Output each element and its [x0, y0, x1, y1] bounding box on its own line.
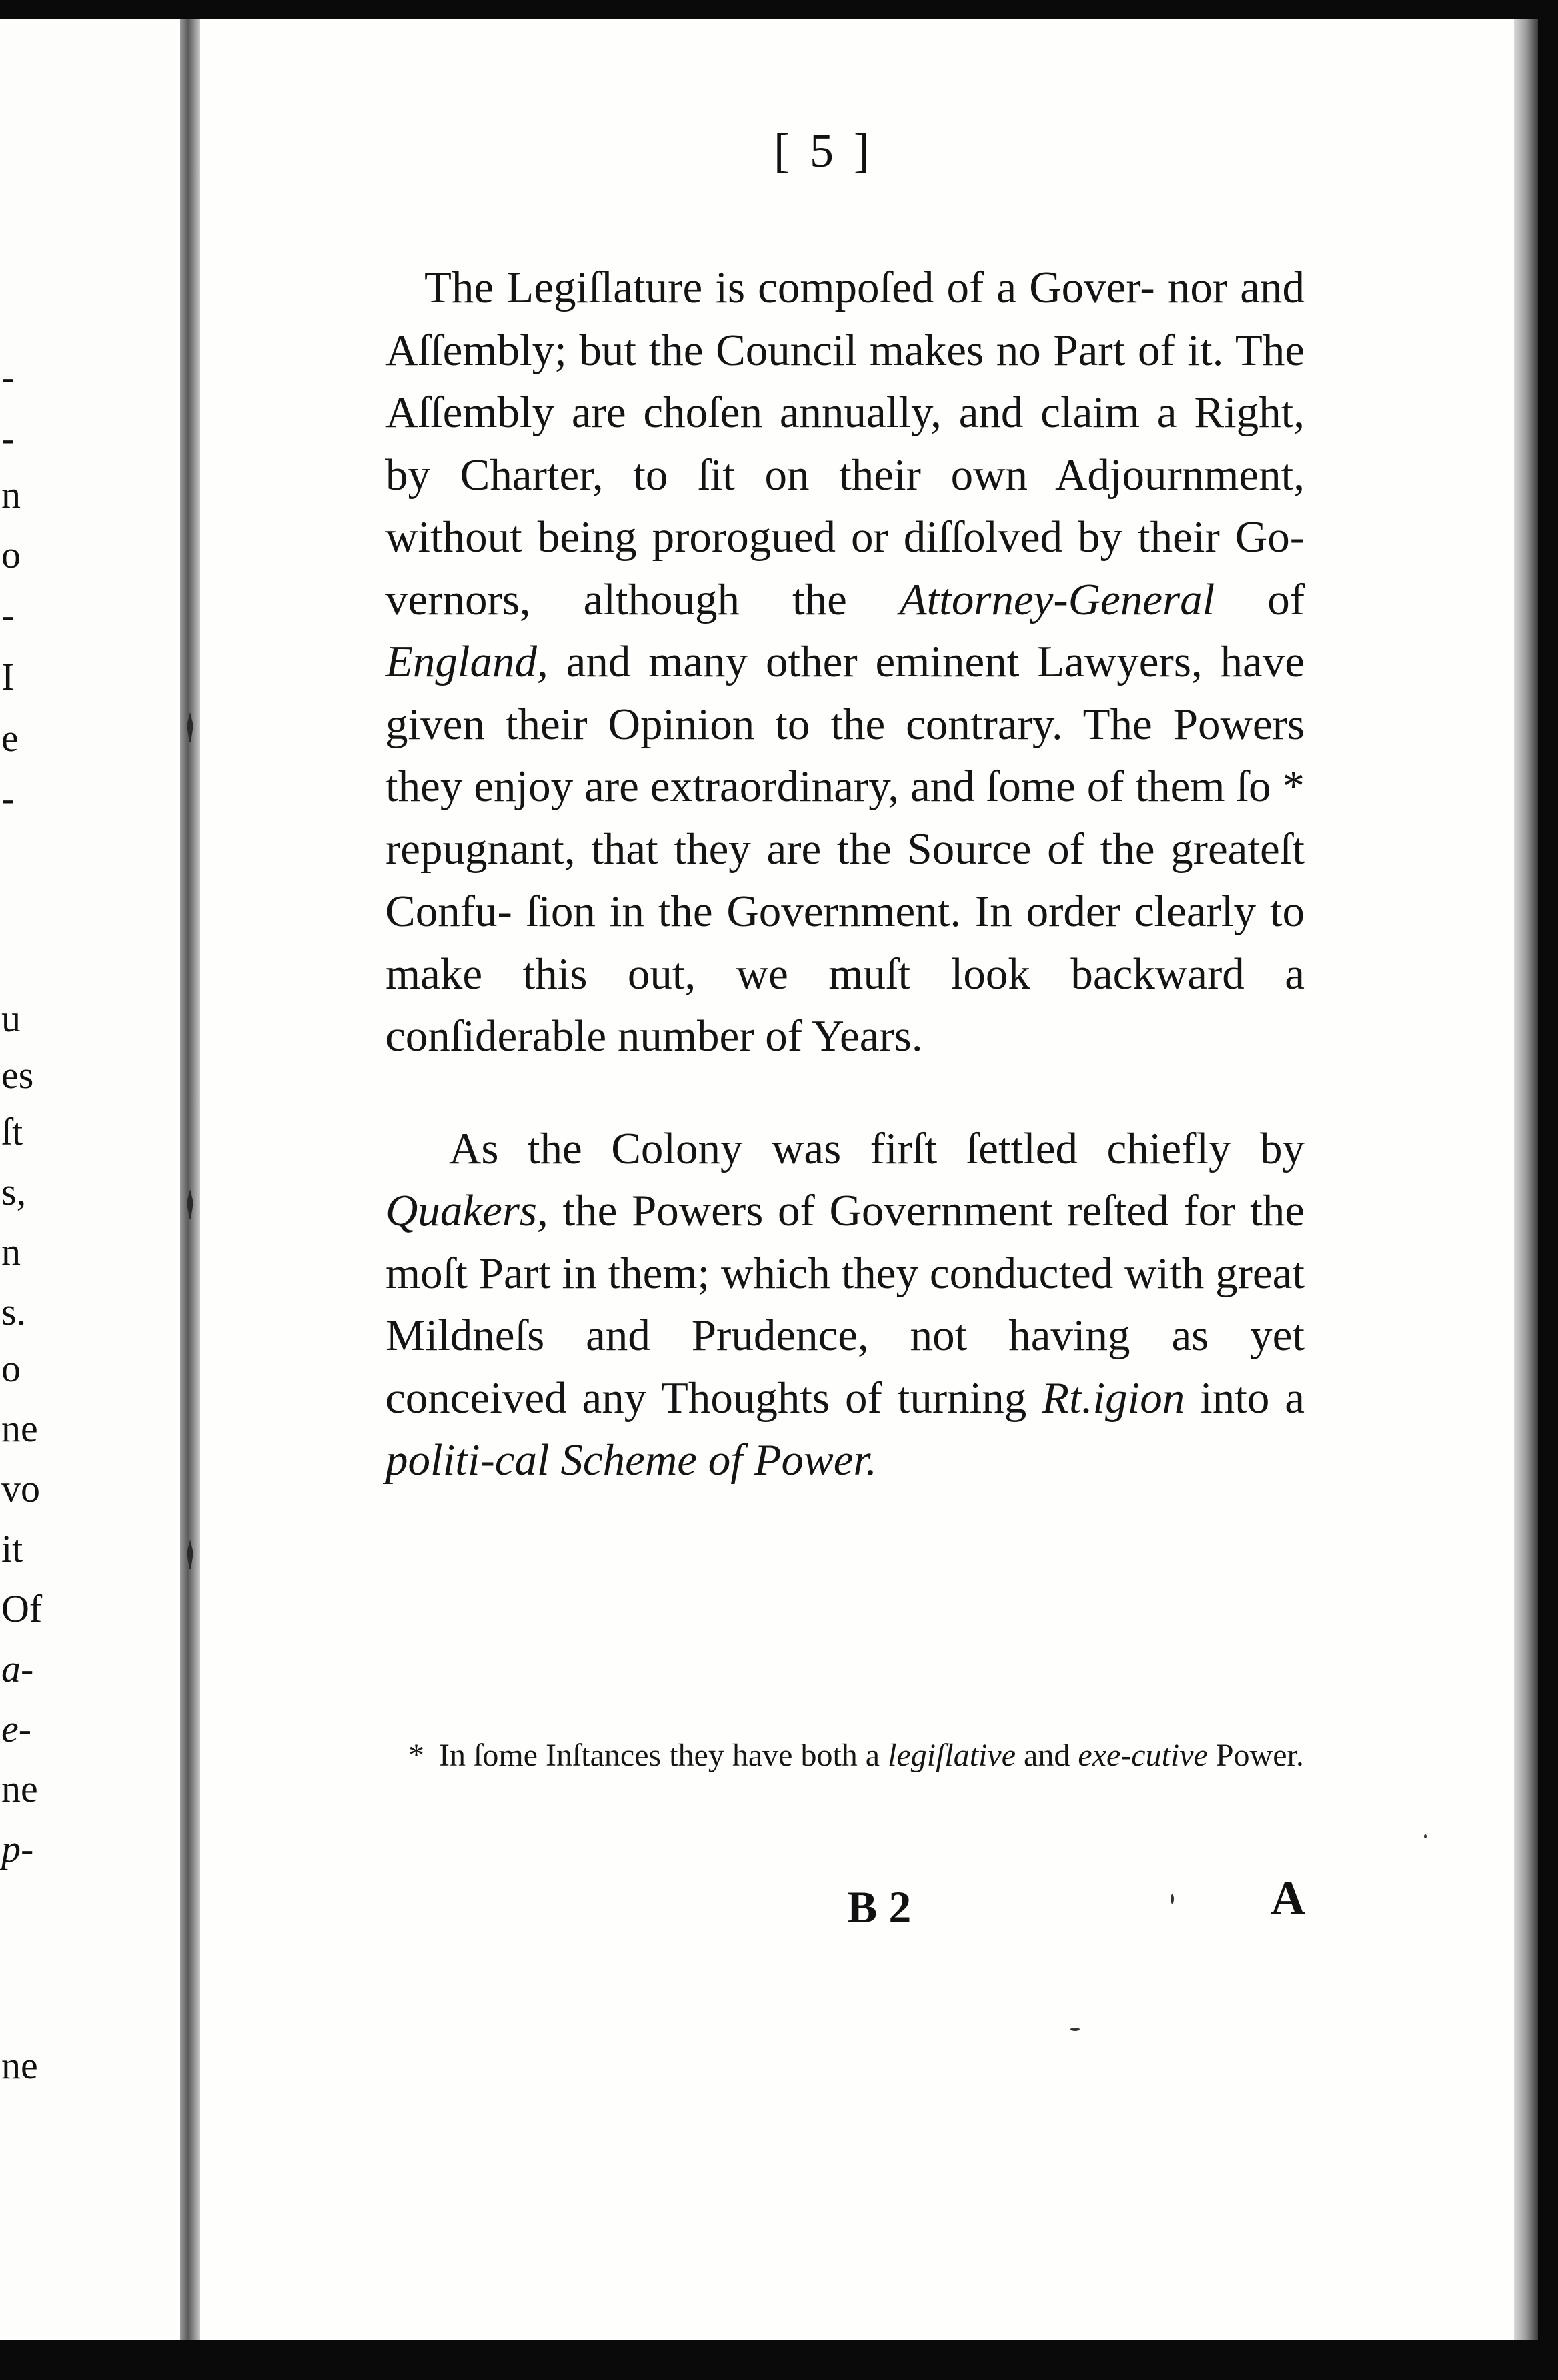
bleed-text: ne: [1, 2044, 38, 2087]
text-line: have given their Opinion to the contrary.: [385, 637, 1305, 749]
text-line: nor and Aſſembly; but the Council makes: [385, 263, 1305, 375]
italic-term: Attorney-General: [899, 574, 1215, 624]
bleed-text: Of: [1, 1587, 43, 1630]
bleed-text: n: [1, 473, 21, 516]
text-line: no Part of it. The Aſſembly are choſen: [385, 325, 1305, 437]
text-run: into a: [1200, 1373, 1305, 1423]
page-number: [ 5 ]: [774, 124, 874, 177]
bleed-text: es: [1, 1053, 34, 1097]
bleed-text: p-: [1, 1827, 34, 1870]
bleed-text: u: [1, 997, 21, 1040]
bleed-text: o: [1, 1347, 21, 1390]
text-run: As the Colony was firſt ſettled chiefly by: [449, 1123, 1305, 1173]
stitch-mark-icon: [181, 707, 199, 747]
bleed-text: o: [1, 533, 21, 576]
text-run: the Powers of Government reſted for the moſt Part in them; which they conducted with great Mildneſs and Prudence, not having as yet conceived any Thoughts of turning: [385, 1186, 1305, 1423]
footnote: [408, 1732, 1329, 1780]
bleed-text: s.: [1, 1290, 27, 1333]
italic-term: legiſlative: [888, 1738, 1016, 1773]
footnote-text: In ſome Inſtances they have both a: [439, 1738, 880, 1773]
bleed-text: a-: [1, 1647, 34, 1690]
bleed-text: e-: [1, 1707, 32, 1750]
ink-speck: [1171, 1894, 1174, 1904]
text-line: annually, and claim a Right, by Charter,: [385, 388, 1305, 500]
footnote-marker: *: [408, 1738, 424, 1773]
text-line: and ſome of them ſo * repugnant, that: [385, 762, 1305, 874]
italic-term: exe-cutive: [1078, 1738, 1208, 1773]
text-line: being prorogued or diſſolved by their Go-: [537, 512, 1305, 562]
text-line: they are the Source of the greateſt Confu-: [385, 824, 1305, 936]
italic-term: Rt.igion: [1042, 1373, 1185, 1423]
bleed-text: -: [1, 416, 15, 460]
text-line: of: [1267, 574, 1305, 624]
book-gutter: [180, 19, 200, 2340]
body-text: [385, 257, 1305, 1492]
catchword: A: [1271, 1872, 1305, 1925]
footnote-text: Power.: [1215, 1738, 1304, 1773]
italic-term: England,: [385, 637, 548, 686]
text-line: The Legiſlature is compoſed of a Gover-: [424, 263, 1155, 312]
bleed-text: -: [1, 355, 15, 398]
paragraph: [385, 257, 1305, 1068]
text-line: The Powers they enjoy are extraordinary,: [385, 699, 1305, 811]
bleed-text: -: [1, 593, 15, 636]
ink-speck: [1424, 1834, 1427, 1838]
bleed-text: ne: [1, 1767, 38, 1810]
bleed-text: I: [1, 655, 15, 698]
italic-term: Quakers,: [385, 1186, 548, 1235]
bleed-text: ſt: [1, 1110, 23, 1153]
stitch-mark-icon: [181, 1534, 199, 1574]
bleed-text: it: [1, 1527, 23, 1570]
ink-speck: [1070, 2028, 1080, 2031]
facing-page: [0, 19, 183, 2340]
text-line: to make this out, we muſt look backward a: [385, 886, 1305, 999]
bleed-text: -: [1, 776, 15, 820]
bleed-text: ne: [1, 1407, 38, 1450]
bleed-text: e: [1, 716, 19, 760]
text-line: vernors, although the: [385, 574, 847, 624]
footnote-text: and: [1024, 1738, 1070, 1773]
paragraph: [385, 1118, 1305, 1492]
text-line: to ſit on their own Adjournment, without: [385, 450, 1305, 562]
text-line: and many other eminent Lawyers,: [566, 637, 1203, 686]
italic-term: politi-cal Scheme of Power.: [385, 1435, 877, 1485]
bleed-text: s,: [1, 1170, 27, 1213]
text-line: conſiderable number of Years.: [385, 1011, 923, 1061]
bleed-text: n: [1, 1230, 21, 1273]
page-edge: [1514, 19, 1538, 2340]
text-line: ſion in the Government. In order clearly: [526, 886, 1257, 936]
signature-mark: B 2: [847, 1882, 912, 1932]
bleed-text: vo: [1, 1467, 40, 1510]
stitch-mark-icon: [181, 1184, 199, 1224]
